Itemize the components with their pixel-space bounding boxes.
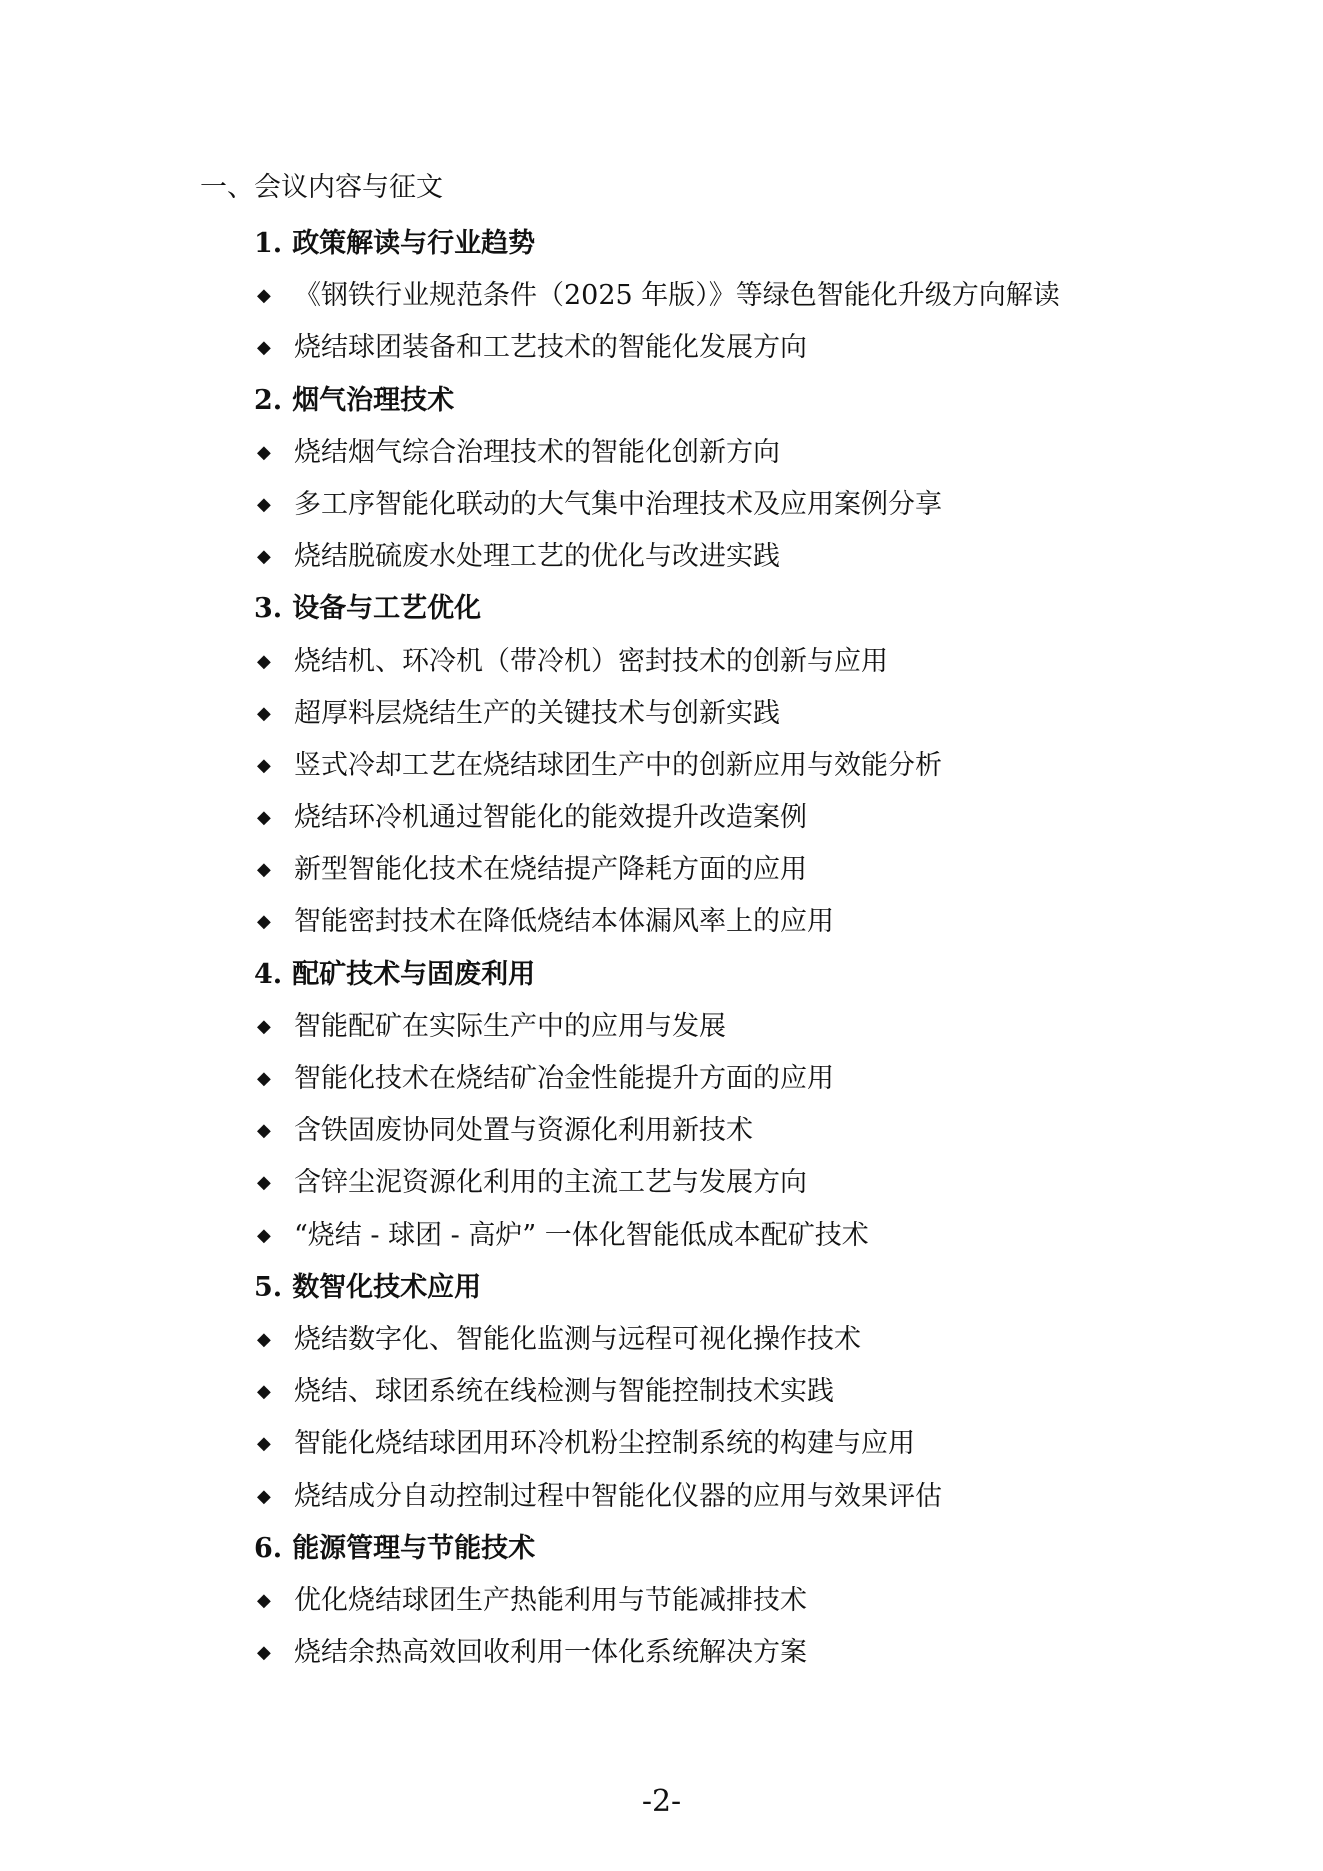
list-item xyxy=(0,636,1323,688)
group-number: 1. xyxy=(254,228,283,259)
diamond-bullet-icon: ◆ xyxy=(257,702,271,724)
list-item-text: 竖式冷却工艺在烧结球团生产中的创新应用与效能分析 xyxy=(294,749,942,781)
group-number: 2. xyxy=(254,384,283,416)
group-heading xyxy=(0,949,1323,1001)
group-heading xyxy=(0,218,1323,270)
list-item-text: 烧结脱硫废水处理工艺的优化与改进实践 xyxy=(294,541,780,573)
group-number: 5. xyxy=(254,1271,283,1303)
list-item-text: 多工序智能化联动的大气集中治理技术及应用案例分享 xyxy=(294,488,942,520)
list-item xyxy=(0,896,1323,948)
list-item-text: 烧结机、环冷机（带冷机）密封技术的创新与应用 xyxy=(294,645,888,677)
list-item xyxy=(0,792,1323,844)
diamond-bullet-icon: ◆ xyxy=(257,493,271,515)
list-item xyxy=(0,1053,1323,1105)
list-item xyxy=(0,270,1323,322)
diamond-bullet-icon: ◆ xyxy=(257,754,271,776)
group-number: 4. xyxy=(254,958,283,990)
list-item-text: 含锌尘泥资源化利用的主流工艺与发展方向 xyxy=(294,1167,807,1199)
list-item-text: 超厚料层烧结生产的关键技术与创新实践 xyxy=(294,697,780,729)
group-heading xyxy=(0,375,1323,427)
diamond-bullet-icon: ◆ xyxy=(257,807,271,829)
list-item xyxy=(0,1157,1323,1209)
list-item xyxy=(0,1366,1323,1418)
diamond-bullet-icon: ◆ xyxy=(257,337,271,359)
section-title: 一、会议内容与征文 xyxy=(200,172,443,203)
list-item xyxy=(0,1001,1323,1053)
diamond-bullet-icon: ◆ xyxy=(257,1589,271,1611)
list-item xyxy=(0,740,1323,792)
diamond-bullet-icon: ◆ xyxy=(257,1433,271,1455)
group-number: 6. xyxy=(254,1532,283,1564)
group-heading xyxy=(0,1523,1323,1575)
group-title: 烟气治理技术 xyxy=(292,384,455,416)
diamond-bullet-icon: ◆ xyxy=(257,1068,271,1089)
list-item xyxy=(0,1627,1323,1679)
list-item xyxy=(0,1210,1323,1262)
diamond-bullet-icon: ◆ xyxy=(257,441,271,463)
list-item-text: 烧结球团装备和工艺技术的智能化发展方向 xyxy=(294,332,807,364)
group-title: 能源管理与节能技术 xyxy=(292,1532,536,1564)
list-item-text: 烧结成分自动控制过程中智能化仪器的应用与效果评估 xyxy=(294,1480,942,1512)
list-item-text: 含铁固废协同处置与资源化利用新技术 xyxy=(294,1115,753,1147)
list-item-text: 智能密封技术在降低烧结本体漏风率上的应用 xyxy=(294,906,834,938)
list-item-text: 烧结环冷机通过智能化的能效提升改造案例 xyxy=(294,802,807,834)
diamond-bullet-icon: ◆ xyxy=(257,1485,271,1507)
diamond-bullet-icon: ◆ xyxy=(257,1120,271,1142)
topic-list xyxy=(0,218,1323,1679)
list-item-text: 烧结、球团系统在线检测与智能控制技术实践 xyxy=(294,1376,834,1408)
group-title: 设备与工艺优化 xyxy=(292,593,482,625)
list-item-text: 烧结余热高效回收利用一体化系统解决方案 xyxy=(294,1637,807,1669)
diamond-bullet-icon: ◆ xyxy=(257,1015,271,1037)
group-heading xyxy=(0,583,1323,635)
list-item-text: 智能配矿在实际生产中的应用与发展 xyxy=(294,1010,726,1042)
list-item-text: 智能化技术在烧结矿冶金性能提升方面的应用 xyxy=(294,1063,834,1094)
diamond-bullet-icon: ◆ xyxy=(257,1642,271,1664)
list-item-text: 优化烧结球团生产热能利用与节能减排技术 xyxy=(294,1584,807,1616)
list-item xyxy=(0,1418,1323,1470)
list-item-text: 烧结烟气综合治理技术的智能化创新方向 xyxy=(294,436,780,468)
list-item xyxy=(0,844,1323,896)
group-title: 数智化技术应用 xyxy=(292,1271,482,1303)
diamond-bullet-icon: ◆ xyxy=(257,1381,271,1403)
list-item xyxy=(0,479,1323,531)
group-number: 3. xyxy=(254,593,283,625)
list-item-text: 新型智能化技术在烧结提产降耗方面的应用 xyxy=(294,854,807,886)
diamond-bullet-icon: ◆ xyxy=(257,546,271,568)
list-item xyxy=(0,322,1323,374)
diamond-bullet-icon: ◆ xyxy=(257,1172,271,1194)
list-item xyxy=(0,531,1323,583)
group-heading xyxy=(0,1262,1323,1314)
list-item xyxy=(0,1105,1323,1157)
group-title: 政策解读与行业趋势 xyxy=(292,228,536,259)
diamond-bullet-icon: ◆ xyxy=(257,1224,271,1246)
list-item-text: 《钢铁行业规范条件（2025 年版）》等绿色智能化升级方向解读 xyxy=(294,280,1060,312)
diamond-bullet-icon: ◆ xyxy=(257,859,271,881)
list-item xyxy=(0,427,1323,479)
group-title: 配矿技术与固废利用 xyxy=(292,958,536,990)
list-item xyxy=(0,688,1323,740)
diamond-bullet-icon: ◆ xyxy=(257,285,271,307)
diamond-bullet-icon: ◆ xyxy=(257,1328,271,1350)
list-item xyxy=(0,1471,1323,1523)
list-item xyxy=(0,1575,1323,1627)
list-item-text: 烧结数字化、智能化监测与远程可视化操作技术 xyxy=(294,1323,861,1355)
list-item-text: 智能化烧结球团用环冷机粉尘控制系统的构建与应用 xyxy=(294,1428,915,1460)
page-number: -2- xyxy=(641,1784,682,1819)
diamond-bullet-icon: ◆ xyxy=(257,650,271,672)
list-item xyxy=(0,1314,1323,1366)
diamond-bullet-icon: ◆ xyxy=(257,911,271,933)
list-item-text: “烧结 - 球团 - 高炉” 一体化智能低成本配矿技术 xyxy=(294,1219,869,1251)
